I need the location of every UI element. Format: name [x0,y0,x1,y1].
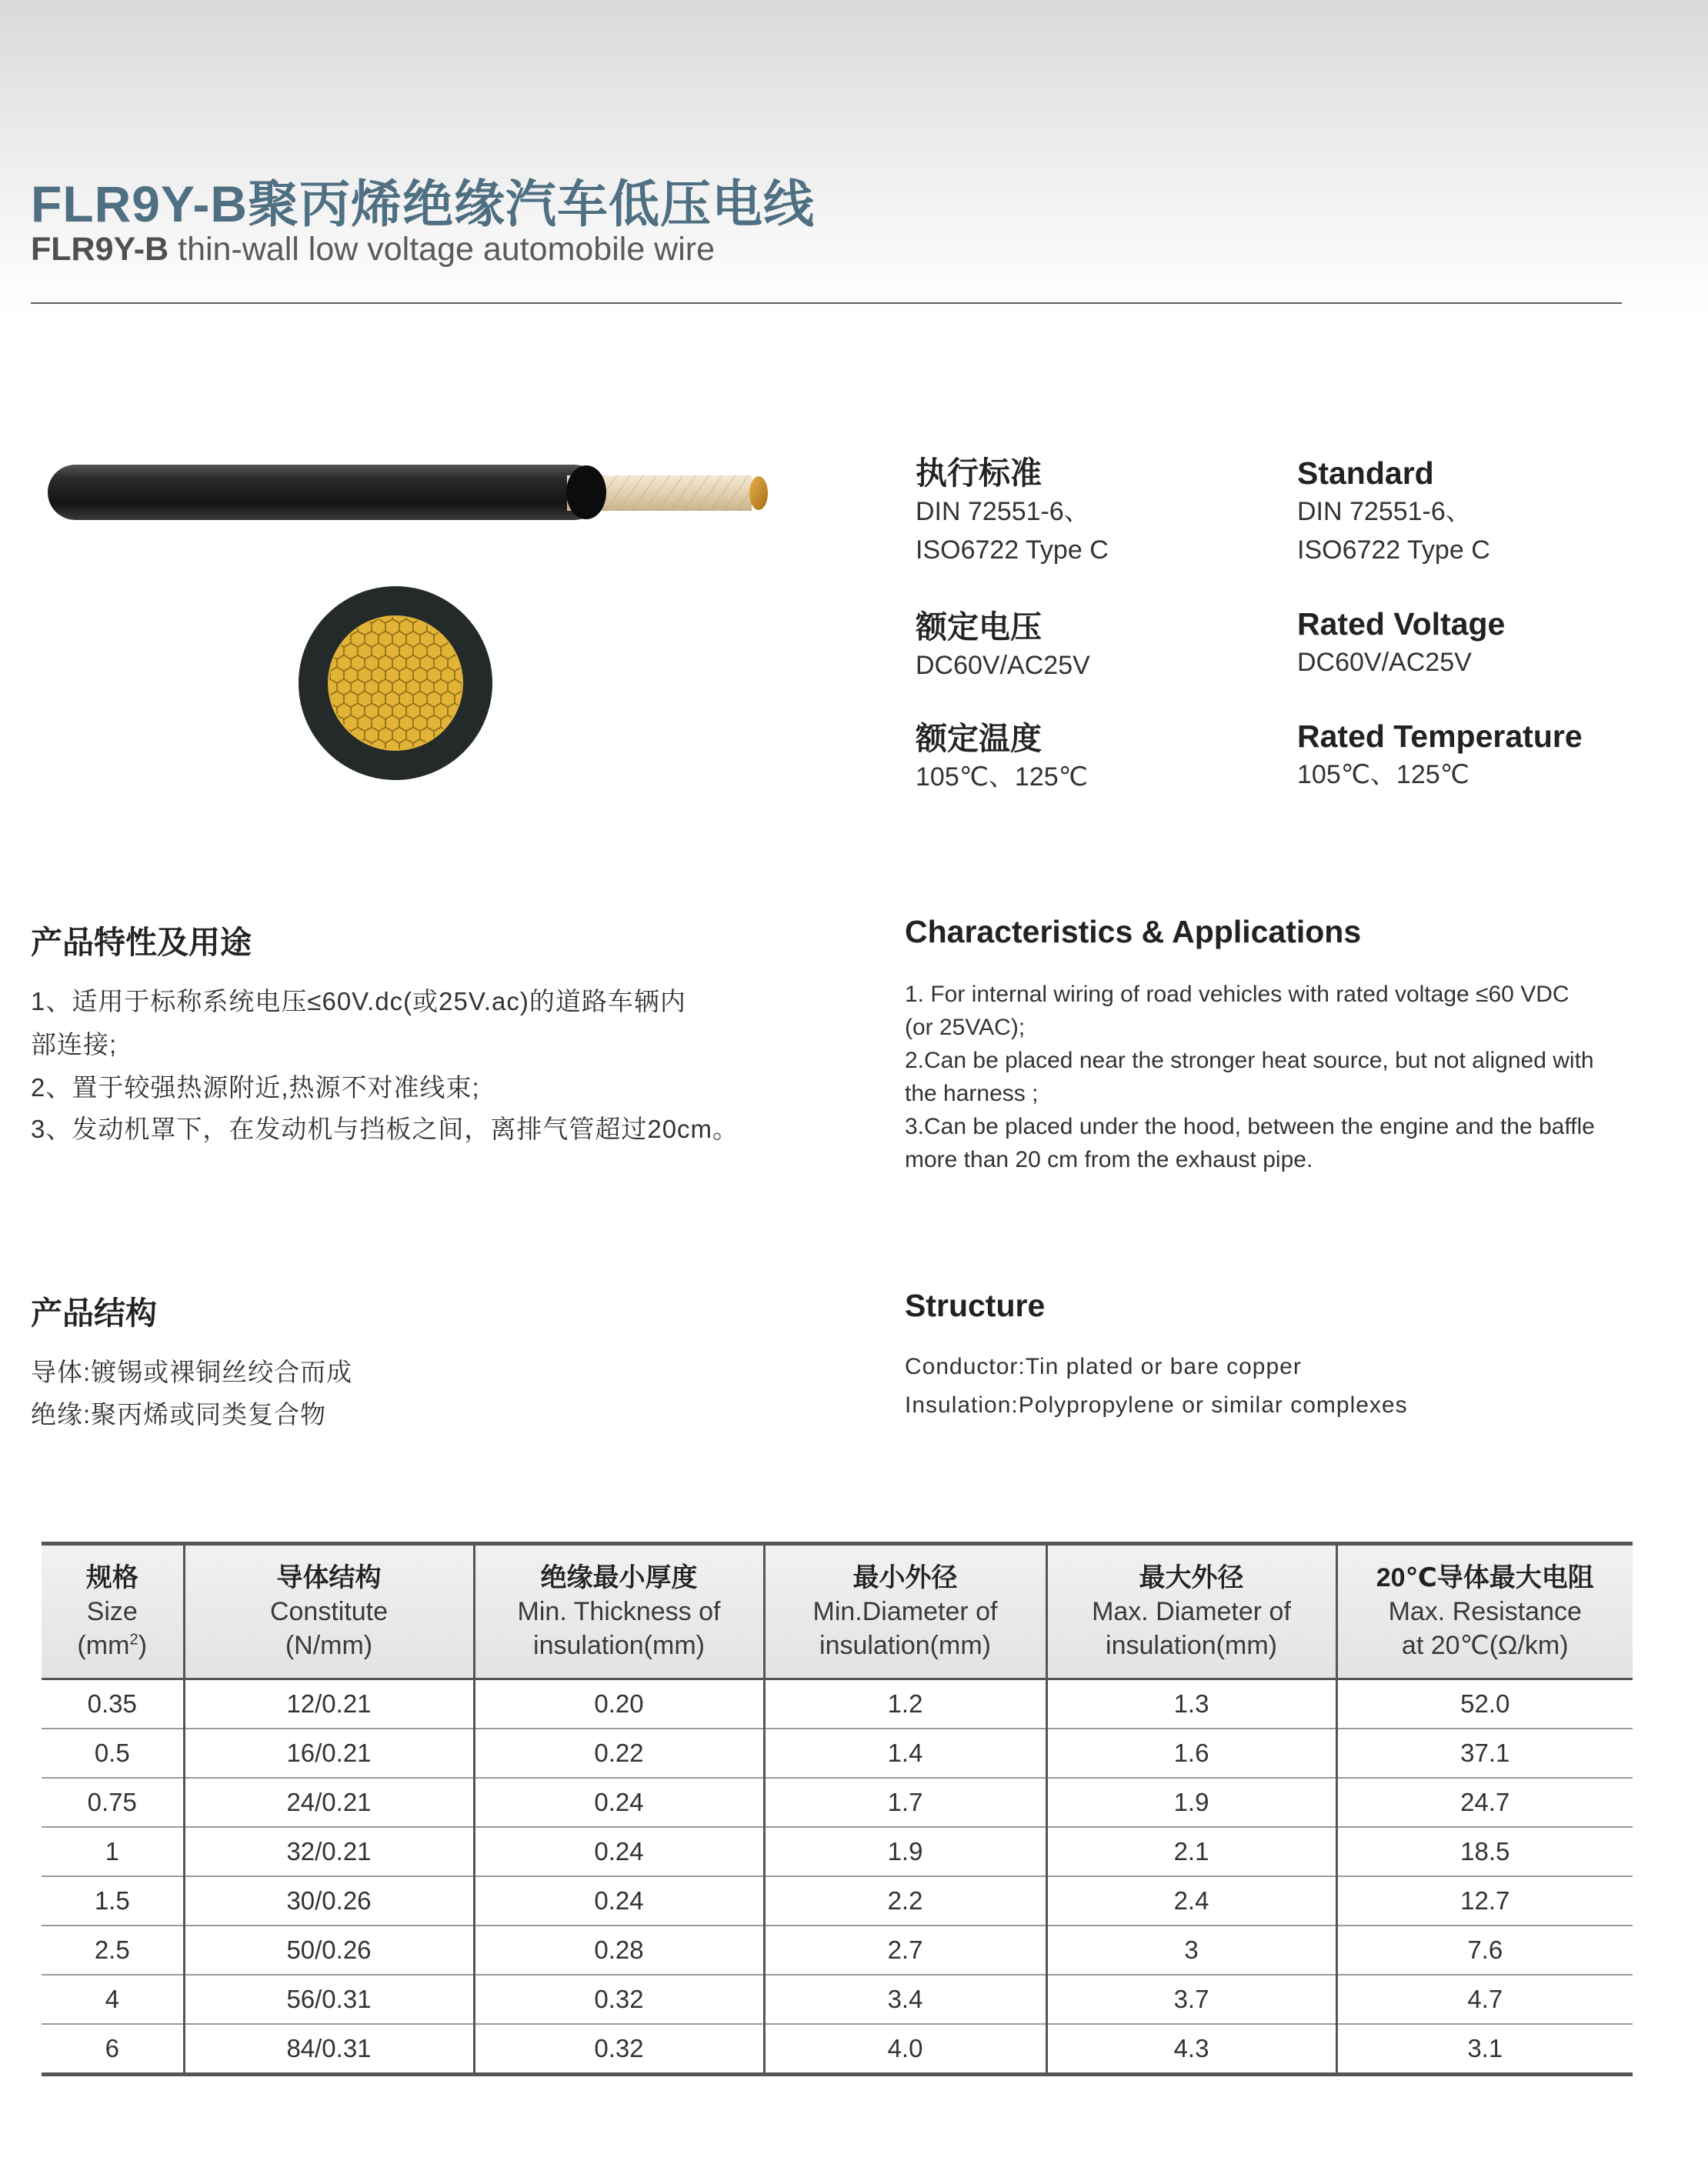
temperature-value-en: 105℃、125℃ [1297,760,1469,789]
cell-min-thickness: 0.28 [474,1926,764,1975]
voltage-label-en: Rated Voltage [1297,606,1506,642]
voltage-value-en: DC60V/AC25V [1297,648,1472,677]
table-row [42,1827,1633,1876]
cell-max-diameter: 3.7 [1046,1975,1336,2024]
header-size [42,1544,184,1679]
structure-conductor-cn: 导体:镀锡或裸铜丝绞合而成 [31,1358,353,1386]
cell-size: 0.35 [42,1679,184,1729]
characteristics-en-line: more than 20 cm from the exhaust pipe. [905,1147,1313,1172]
header-divider [31,302,1622,304]
header-cn: 绝缘最小厚度 [540,1563,698,1592]
header-max-resistance [1336,1544,1633,1679]
subtitle-model: FLR9Y-B [31,231,169,268]
header-cn: 20℃导体最大电阻 [1376,1563,1594,1592]
cell-constitute: 56/0.31 [184,1975,474,2024]
cell-max-diameter: 4.3 [1046,2024,1336,2075]
table-row [42,1876,1633,1926]
characteristics-en-line: 1. For internal wiring of road vehicles with rated voltage ≤60 VDC [905,982,1570,1007]
cell-max-resistance: 12.7 [1336,1876,1633,1926]
cell-constitute: 84/0.31 [184,2024,474,2075]
cell-max-resistance: 4.7 [1336,1975,1633,2024]
characteristics-title-cn: 产品特性及用途 [31,925,252,960]
cell-max-resistance: 3.1 [1467,2034,1503,2062]
temperature-label-en: Rated Temperature [1297,719,1583,754]
cell-min-diameter: 1.4 [764,1729,1046,1778]
header-en-2: insulation(mm) [533,1631,705,1660]
table-header-row [42,1544,1633,1679]
header-unit-exponent: 2 [129,1631,138,1649]
cell-size: 0.5 [42,1729,184,1778]
structure-insulation-cn: 绝缘:聚丙烯或同类复合物 [31,1400,327,1429]
cell-size: 1 [42,1827,184,1876]
header-min-thickness [474,1544,764,1679]
cell-min-thickness: 0.20 [474,1679,764,1729]
cell-min-diameter: 1.9 [764,1827,1046,1876]
header-constitute [184,1544,474,1679]
header-en-2: insulation(mm) [819,1631,991,1660]
cell-constitute: 16/0.21 [184,1729,474,1778]
structure-title-cn: 产品结构 [31,1295,157,1331]
cell-size: 1.5 [42,1876,184,1926]
cell-max-resistance: 52.0 [1336,1679,1633,1729]
header-cn: 规格 [85,1563,138,1592]
standard-value-en-1: DIN 72551-6、 [1297,497,1472,526]
header-en-2: insulation(mm) [1106,1631,1277,1660]
cell-max-diameter: 2.1 [1046,1827,1336,1876]
cell-min-thickness: 0.32 [474,2024,764,2075]
cell-size: 6 [42,2024,184,2075]
cell-max-diameter: 1.6 [1046,1729,1336,1778]
cell-max-diameter: 1.3 [1046,1679,1336,1729]
cell-min-diameter: 4.0 [764,2024,1046,2075]
header-min-diameter [764,1544,1046,1679]
table-row [42,1975,1633,2024]
cell-max-resistance: 24.7 [1336,1778,1633,1827]
voltage-value-cn: DC60V/AC25V [916,651,1090,680]
structure-conductor-en: Conductor:Tin plated or bare copper [905,1354,1302,1379]
header-en-1: Min.Diameter of [812,1597,998,1626]
spec-table [42,1542,1633,2076]
characteristics-cn-line: 3、发动机罩下，在发动机与挡板之间，离排气管超过20cm。 [31,1115,739,1143]
header-cn: 最小外径 [852,1563,958,1592]
voltage-label-cn: 额定电压 [916,609,1042,645]
header-en-1: Size [86,1597,138,1626]
table-row [42,2024,1633,2075]
wire-side-view-icon [48,462,786,523]
header-en-1: Max. Resistance [1388,1597,1582,1626]
cell-size: 0.75 [42,1778,184,1827]
cell-min-diameter: 1.2 [764,1679,1046,1729]
table-row [42,1778,1633,1827]
cell-constitute: 12/0.21 [184,1679,474,1729]
cell-min-thickness: 0.32 [474,1975,764,2024]
structure-title-en: Structure [905,1288,1046,1323]
characteristics-en-line: (or 25VAC); [905,1015,1026,1040]
cell-min-diameter: 2.7 [764,1926,1046,1975]
characteristics-cn-line: 1、适用于标称系统电压≤60V.dc(或25V.ac)的道路车辆内 [31,987,686,1015]
cell-min-thickness: 0.24 [474,1876,764,1926]
characteristics-cn-line: 2、置于较强热源附近,热源不对准线束; [31,1073,480,1102]
cell-size: 2.5 [42,1926,184,1975]
header-unit-tail: ) [138,1631,148,1660]
cell-size: 4 [42,1975,184,2024]
standard-label-cn: 执行标准 [916,455,1042,491]
wire-cross-section-icon [295,583,495,783]
cell-min-diameter: 2.2 [764,1876,1046,1926]
header-en-2 [46,1629,178,1662]
header-en-1: Max. Diameter of [1092,1597,1291,1626]
cell-max-resistance: 37.1 [1336,1729,1633,1778]
page-subtitle [31,231,715,268]
table-row [42,1729,1633,1778]
characteristics-cn-line: 部连接; [31,1030,118,1059]
temperature-label-cn: 额定温度 [916,721,1042,756]
cell-constitute: 32/0.21 [184,1827,474,1876]
page-title: FLR9Y-B聚丙烯绝缘汽车低压电线 [31,175,816,232]
temperature-value-cn: 105℃、125℃ [916,762,1088,792]
header-unit: (mm [77,1631,130,1660]
cell-constitute: 50/0.26 [184,1926,474,1975]
table-row [42,1679,1633,1729]
cell-min-diameter: 1.7 [764,1778,1046,1827]
header-cn: 导体结构 [276,1563,382,1592]
characteristics-en-line: the harness ; [905,1081,1039,1106]
standard-value-cn-1: DIN 72551-6、 [916,497,1090,526]
standard-label-en: Standard [1297,455,1434,491]
cell-max-resistance: 18.5 [1336,1827,1633,1876]
cell-min-thickness: 0.22 [474,1729,764,1778]
cell-min-diameter: 3.4 [764,1975,1046,2024]
cell-max-diameter: 2.4 [1046,1876,1336,1926]
cell-min-thickness: 0.24 [474,1778,764,1827]
header-cn: 最大外径 [1139,1563,1244,1592]
header-max-diameter [1046,1544,1336,1679]
standard-value-cn-2: ISO6722 Type C [916,535,1109,565]
header-en-1: Min. Thickness of [517,1597,721,1626]
standard-value-en-2: ISO6722 Type C [1297,535,1490,565]
structure-insulation-en: Insulation:Polypropylene or similar complexes [905,1392,1408,1418]
cell-constitute: 30/0.26 [184,1876,474,1926]
cell-min-thickness: 0.24 [474,1827,764,1876]
characteristics-title-en: Characteristics & Applications [905,914,1362,949]
subtitle-description: thin-wall low voltage automobile wire [168,231,716,268]
characteristics-en-line: 3.Can be placed under the hood, between the engine and the baffle [905,1114,1595,1139]
header-en-2: at 20℃(Ω/km) [1401,1631,1569,1660]
cell-max-diameter: 3 [1046,1926,1336,1975]
cell-constitute: 24/0.21 [184,1778,474,1827]
header-en-1: Constitute [269,1597,389,1626]
header-en-2: (N/mm) [285,1631,373,1660]
characteristics-en-line: 2.Can be placed near the stronger heat source, but not aligned with [905,1048,1594,1073]
cell-max-resistance: 7.6 [1336,1926,1633,1975]
cell-max-diameter: 1.9 [1046,1778,1336,1827]
table-row [42,1926,1633,1975]
